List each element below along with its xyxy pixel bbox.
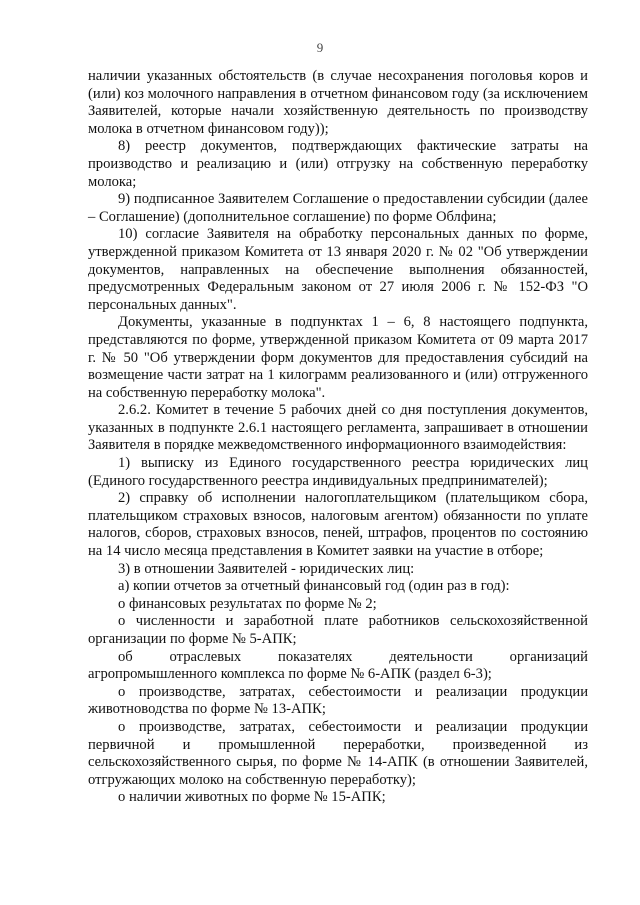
paragraph: о производстве, затратах, себестоимости и реализации продукции животноводства по форме № 13-АПК; (88, 683, 588, 718)
paragraph: 3) в отношении Заявителей - юридических лиц: (118, 560, 415, 577)
paragraph: 8) реестр документов, подтверждающих фактические затраты на производство и реализацию и (или) отгрузку на собственную переработку молока; (88, 138, 588, 190)
paragraph: о финансовых результатах по форме № 2; (118, 595, 377, 612)
paragraph: об отраслевых показателях деятельности организаций агропромышленного комплекса по форме № 6-АПК (раздел 6-3); (88, 648, 588, 683)
paragraph: о наличии животных по форме № 15-АПК; (118, 789, 386, 806)
paragraph: 10) согласие Заявителя на обработку персональных данных по форме, утвержденной приказом Комитета от 13 января 2020 г. № 02 "Об утверждении документов, направленных на обеспечение выполнения обязанностей, предусмотренных Федеральным законом от 27 июля 2006 г. № 152-ФЗ "О персональных данных". (88, 226, 588, 313)
paragraph: 9) подписанное Заявителем Соглашение о предоставлении субсидии (далее – Соглашение) (дополнительное соглашение) по форме Облфина; (88, 191, 588, 225)
paragraph: 1) выписку из Единого государственного реестра юридических лиц (Единого государственного реестра индивидуальных предпринимателей); (88, 455, 588, 489)
paragraph: 2.6.2. Комитет в течение 5 рабочих дней со дня поступления документов, указанных в подпункте 2.6.1 настоящего регламента, запрашивает в отношении Заявителя в порядке межведомственного информационного взаимодействия: (88, 402, 588, 454)
document-body (88, 68, 588, 807)
paragraph: 2) справку об исполнении налогоплательщиком (плательщиком сбора, плательщиком страховых взносов, налоговым агентом) обязанности по уплате налогов, сборов, страховых взносов, пеней, штрафов, процентов по состоянию на 14 число месяца представления в Комитет заявки на участие в отборе; (88, 490, 588, 560)
paragraph: наличии указанных обстоятельств (в случае несохранения поголовья коров и (или) коз молочного направления в отчетном финансовом году (за исключением Заявителей, которые начали хозяйственную деятельность по производству молока в отчетном финансовом году)); (88, 68, 588, 137)
paragraph: Документы, указанные в подпунктах 1 – 6, 8 настоящего подпункта, представляются по форме, утвержденной приказом Комитета от 09 марта 2017 г. № 50 "Об утверждении форм документов для предоставления субсидий на возмещение части затрат на 1 килограмм реализованного и (или) отгруженного на собственную переработку молока". (88, 314, 588, 401)
paragraph: а) копии отчетов за отчетный финансовый год (один раз в год): (118, 578, 510, 595)
paragraph: о численности и заработной плате работников сельскохозяйственной организации по форме № 5-АПК; (88, 613, 588, 647)
paragraph: о производстве, затратах, себестоимости и реализации продукции первичной и промышленной переработки, произведенной из сельскохозяйственного сырья, по форме № 14-АПК (в отношении Заявителей, отгружающих молоко на собственную переработку); (88, 718, 588, 788)
page-number: 9 (316, 40, 324, 55)
